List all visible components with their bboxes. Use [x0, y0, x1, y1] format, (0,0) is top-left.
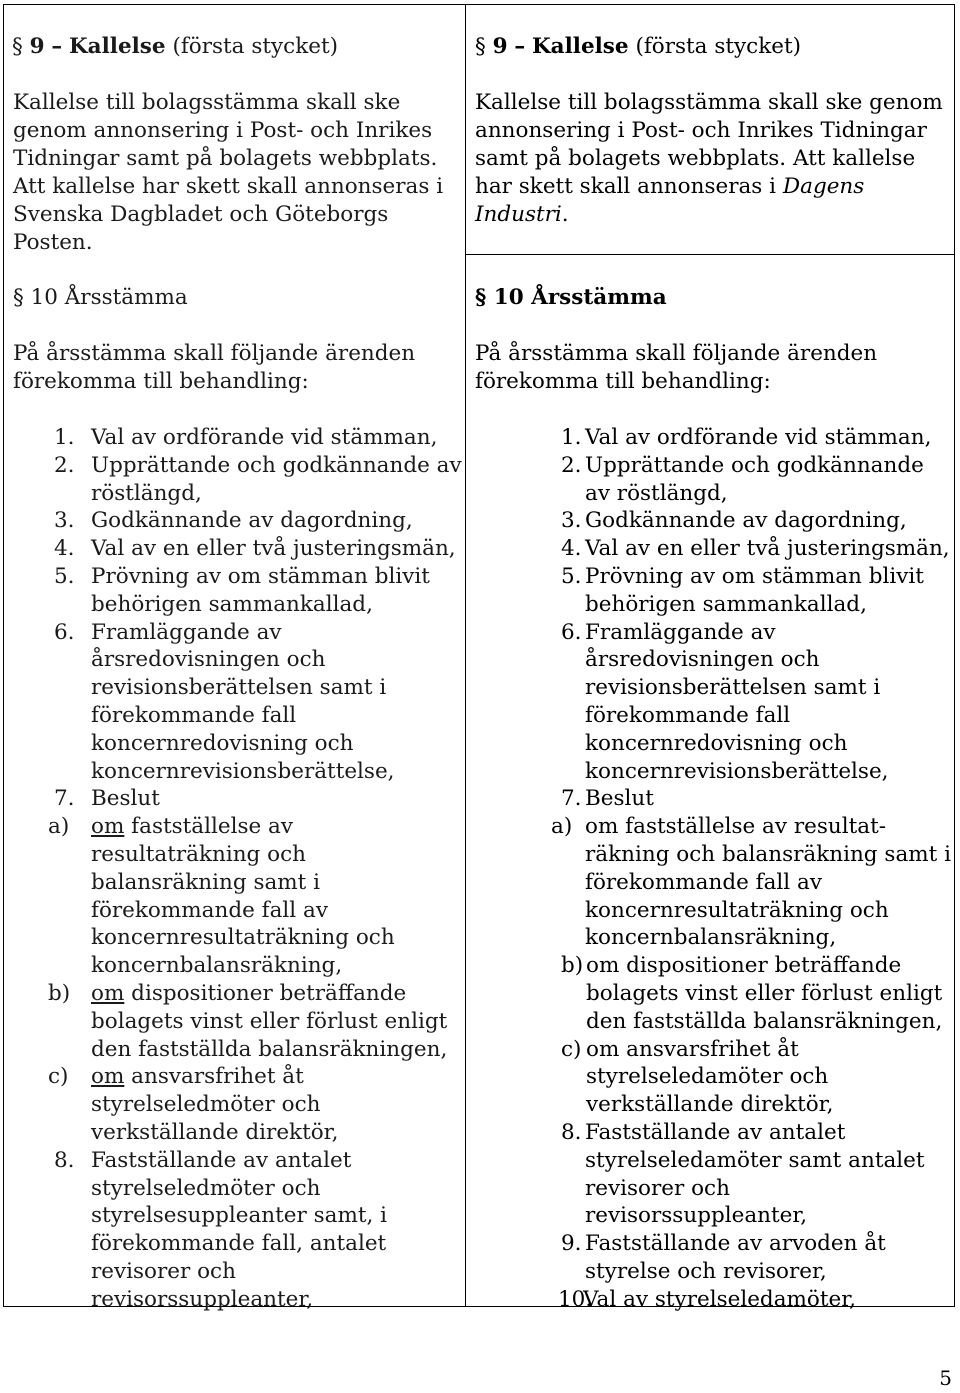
list-item-text: Val av en eller två justeringsmän, — [585, 536, 950, 562]
list-item — [561, 452, 950, 508]
list-item — [50, 813, 460, 980]
list-item-text-rest: dispositioner beträffande — [124, 980, 407, 1006]
list-item-text: Val av styrelseledamöter, — [583, 1286, 856, 1312]
list-item-text: bolagets vinst eller förlust enligt — [586, 980, 943, 1006]
list-item-text: styrelsesuppleanter samt, i — [91, 1203, 388, 1229]
list-item — [561, 619, 950, 786]
list-item-text: koncernrevisionsberättelse, — [585, 758, 889, 784]
list-item-label: a) — [551, 814, 573, 840]
list-item-text: revisionsberättelsen samt i — [585, 675, 881, 701]
list-item-text: styrelseledamöter samt antalet — [585, 1147, 925, 1173]
list-item-text-rest: ansvarsfrihet åt — [124, 1064, 304, 1090]
left-s9-line-3: Tidningar samt på bolagets webbplats. — [13, 146, 438, 171]
right-s10-intro-line-2: förekomma till behandling: — [475, 369, 771, 394]
list-item-text: Beslut — [585, 786, 654, 812]
list-item-text: koncernrevisionsberättelse, — [91, 758, 395, 784]
list-item-text: behörigen sammankallad, — [585, 591, 867, 617]
left-s9-heading — [12, 33, 338, 61]
list-item-label: 7. — [54, 786, 75, 812]
list-item-text: koncernredovisning och — [585, 730, 848, 756]
list-item — [50, 1063, 460, 1146]
list-item-text: årsredovisningen och — [585, 647, 820, 673]
list-item-text: Fastställande av arvoden åt — [585, 1231, 886, 1257]
list-item-text: om dispositioner beträffande — [586, 953, 902, 979]
list-item-text: revisionsberättelsen samt i — [91, 675, 387, 701]
list-item-text: om ansvarsfrihet åt — [586, 1036, 799, 1062]
list-item-text: styrelse och revisorer, — [585, 1258, 827, 1284]
list-item — [50, 507, 460, 535]
list-item — [561, 424, 950, 452]
right-s9-title: Kallelse — [532, 34, 629, 59]
list-item-text: koncernbalansräkning, — [91, 953, 343, 979]
list-item-label: c) — [561, 1036, 582, 1062]
list-item — [50, 980, 460, 1063]
list-item-label: 3. — [561, 508, 582, 534]
left-s9-body — [13, 89, 443, 257]
list-item-text: balansräkning samt i — [91, 869, 321, 895]
left-s10-intro-line-1: På årsstämma skall följande ärenden — [13, 341, 416, 366]
right-s9-line-2: annonsering i Post- och Inrikes Tidningar — [475, 118, 927, 143]
list-item-text-rest: fastställelse av — [124, 814, 294, 840]
list-item-text: Upprättande och godkännande — [585, 452, 924, 478]
right-s9-line-4 — [475, 173, 943, 201]
list-item-text: förekommande fall av — [91, 897, 328, 923]
left-s9-line-1: Kallelse till bolagsstämma skall ske — [13, 90, 401, 115]
list-item-text — [91, 980, 460, 1008]
list-item-text: Val av en eller två justeringsmän, — [91, 536, 456, 562]
list-item-label: 3. — [54, 508, 75, 534]
list-item-label: 9. — [561, 1231, 582, 1257]
list-item-text — [91, 813, 460, 841]
list-item-text: den fastställda balansräkningen, — [586, 1008, 943, 1034]
list-item-text: förekommande fall — [91, 702, 297, 728]
list-item-text: Prövning av om stämman blivit — [585, 563, 924, 589]
list-item — [561, 563, 950, 619]
list-item — [561, 1036, 950, 1119]
list-item — [50, 619, 460, 786]
right-s9-line-3: samt på bolagets webbplats. Att kallelse — [475, 146, 916, 171]
list-item — [551, 813, 951, 952]
list-item-text: Prövning av om stämman blivit — [91, 563, 430, 589]
list-item-text: Framläggande av — [585, 619, 776, 645]
list-item-label: 6. — [54, 619, 75, 645]
list-item-text: revisorssuppleanter, — [585, 1203, 808, 1229]
list-item-text: revisorer och — [585, 1175, 730, 1201]
right-s9-body — [475, 89, 943, 229]
list-item-text: bolagets vinst eller förlust enligt — [91, 1008, 448, 1034]
list-item-label: 7. — [561, 786, 582, 812]
list-item-text: koncernresultaträkning och — [91, 925, 395, 951]
list-item-label: c) — [48, 1064, 69, 1090]
list-item — [50, 424, 460, 452]
list-item-text: Fastställande av antalet — [585, 1119, 846, 1145]
list-item-text: koncernredovisning och — [91, 730, 354, 756]
right-s10-heading: § 10 Årsstämma — [475, 285, 667, 310]
page-number: 5 — [939, 1366, 952, 1390]
list-item-underlined: om — [91, 814, 125, 840]
right-agenda-list — [551, 424, 951, 1314]
list-item — [561, 535, 950, 563]
list-item-label: 5. — [561, 563, 582, 589]
list-item — [50, 452, 460, 508]
list-item-label: 4. — [561, 536, 582, 562]
left-column — [3, 4, 465, 1312]
list-item-text: resultaträkning och — [91, 841, 306, 867]
list-item-text: om fastställelse av resultat- — [585, 814, 886, 840]
right-s10-intro-line-1: På årsstämma skall följande ärenden — [475, 341, 878, 366]
right-s9-heading — [475, 33, 801, 61]
left-s9-suffix: (första stycket) — [172, 34, 338, 59]
list-item-label: 6. — [561, 619, 582, 645]
right-s9-line-1: Kallelse till bolagsstämma skall ske genom — [475, 90, 943, 115]
list-item-text: verkställande direktör, — [586, 1092, 834, 1118]
list-item-text: styrelseledamöter och — [586, 1064, 829, 1090]
list-item-label: 8. — [561, 1119, 582, 1145]
list-item — [561, 1230, 950, 1286]
left-s9-dash: – — [51, 34, 63, 59]
left-s9-sign: § — [12, 34, 23, 59]
list-item-text: Godkännande av dagordning, — [585, 508, 907, 534]
list-item-label: 5. — [54, 563, 75, 589]
left-s10-intro-line-2: förekomma till behandling: — [13, 369, 309, 394]
right-s9-period: . — [561, 202, 569, 227]
right-s9-line-5 — [475, 201, 943, 229]
left-s10-heading: § 10 Årsstämma — [13, 285, 188, 310]
list-item — [561, 952, 950, 1035]
list-item — [561, 507, 950, 535]
right-s9-sign: § — [475, 34, 486, 59]
list-item-label: 4. — [54, 536, 75, 562]
left-s9-title: Kallelse — [69, 34, 166, 59]
list-item — [50, 1147, 460, 1314]
list-item — [50, 535, 460, 563]
right-s9-num: 9 — [492, 34, 508, 59]
list-item-text: den fastställda balansräkningen, — [91, 1036, 448, 1062]
list-item-label: 8. — [54, 1147, 75, 1173]
list-item-text: Val av ordförande vid stämman, — [585, 425, 932, 450]
left-s9-line-5: Svenska Dagbladet och Göteborgs — [13, 202, 389, 227]
list-item-label: 1. — [54, 425, 75, 450]
list-item-label: 2. — [54, 452, 75, 478]
list-item-underlined: om — [91, 1064, 125, 1090]
list-item-text: koncernresultaträkning och — [585, 897, 889, 923]
left-agenda-list — [50, 424, 460, 1314]
right-s9-dagens: Dagens — [782, 174, 865, 199]
list-item-text: förekommande fall av — [585, 869, 822, 895]
list-item-text: Framläggande av — [91, 619, 282, 645]
left-s10-intro — [13, 340, 415, 396]
list-item-text: räkning och balansräkning samt i — [585, 841, 951, 867]
left-s9-line-4: Att kallelse har skett skall annonseras i — [13, 174, 444, 199]
list-item-label: 2. — [561, 452, 582, 478]
list-item-text: årsredovisningen och — [91, 647, 326, 673]
right-column — [465, 4, 955, 1312]
list-item-text: Upprättande och godkännande av — [91, 452, 462, 478]
list-item-text: styrelseledmöter och — [91, 1175, 321, 1201]
list-item-text: förekommande fall — [585, 702, 791, 728]
list-item-label: a) — [48, 814, 70, 840]
left-s9-line-6: Posten. — [13, 230, 93, 255]
list-item — [50, 785, 460, 813]
list-item-text: behörigen sammankallad, — [91, 591, 373, 617]
list-item-text: Beslut — [91, 786, 160, 812]
list-item-underlined: om — [91, 980, 125, 1006]
list-item-text: styrelseledmöter och — [91, 1092, 321, 1118]
list-item-text — [91, 1063, 460, 1091]
list-item — [561, 1119, 950, 1230]
left-s9-num: 9 — [29, 34, 45, 59]
list-item-text: koncernbalansräkning, — [585, 925, 837, 951]
list-item — [50, 563, 460, 619]
list-item-text: förekommande fall, antalet — [91, 1231, 387, 1257]
list-item-text: revisorssuppleanter, — [91, 1286, 314, 1312]
left-s9-line-2: genom annonsering i Post- och Inrikes — [13, 118, 433, 143]
list-item-text: Val av ordförande vid stämman, — [91, 425, 438, 450]
list-item — [558, 1286, 950, 1314]
list-item-text: revisorer och — [91, 1258, 236, 1284]
right-s10-intro — [475, 340, 877, 396]
right-s9-industri: Industri — [475, 202, 562, 227]
list-item-text: verkställande direktör, — [91, 1119, 339, 1145]
list-item-text: av röstlängd, — [585, 480, 728, 506]
right-s9-suffix: (första stycket) — [635, 34, 801, 59]
list-item-label: b) — [48, 980, 71, 1006]
right-s9-dash: – — [514, 34, 526, 59]
list-item-text: röstlängd, — [91, 480, 202, 506]
list-item-text: Fastställande av antalet — [91, 1147, 352, 1173]
right-s9-line-4-text: har skett skall annonseras i — [475, 174, 783, 199]
list-item-label: 1. — [561, 425, 582, 450]
list-item-text: Godkännande av dagordning, — [91, 508, 413, 534]
list-item-label: b) — [561, 953, 584, 979]
list-item-label: 10. — [558, 1286, 593, 1312]
list-item — [561, 785, 950, 813]
